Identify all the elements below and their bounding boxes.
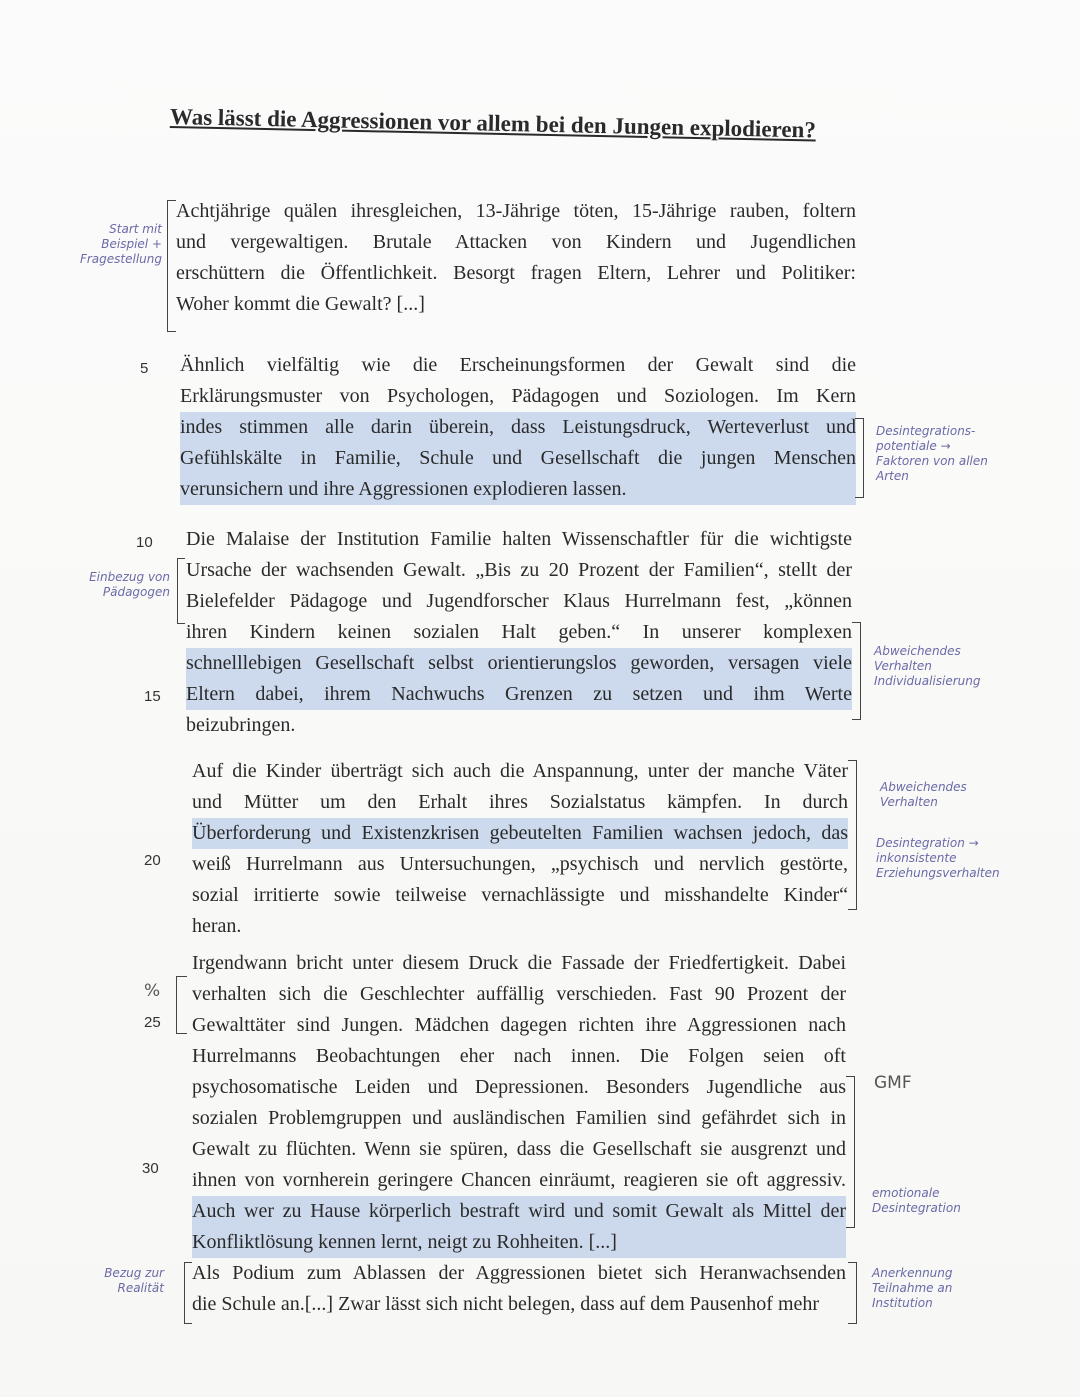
text-line: Irgendwann bricht unter diesem Druck die Fassade der Friedfertigkeit. Dabei: [192, 952, 846, 974]
bracket-mark: [177, 558, 185, 624]
page-title: Was lässt die Aggressionen vor allem bei den Jungen explodieren?: [169, 104, 817, 143]
line-number: 30: [142, 1160, 159, 1177]
paragraph-2: [180, 350, 856, 505]
text-line: Ursache der wachsenden Gewalt. „Bis zu 20 Prozent der Familien“, stellt der: [186, 559, 852, 581]
text-line: psychosomatische Leiden und Depressionen. Besonders Jugendliche aus: [192, 1076, 846, 1098]
highlighted-text-line: Auch wer zu Hause körperlich bestraft wird und somit Gewalt als Mittel der: [192, 1196, 846, 1227]
paragraph-1: [176, 196, 856, 320]
text-line: heran.: [192, 915, 242, 937]
text-line: ihren Kindern keinen sozialen Halt geben.“ In unserer komplexen: [186, 621, 852, 643]
text-line: Erklärungsmuster von Psychologen, Pädagogen und Soziologen. Im Kern: [180, 385, 856, 407]
text-line: beizubringen.: [186, 714, 296, 736]
text-line: Auf die Kinder überträgt sich auch die Anspannung, unter der manche Väter: [192, 760, 848, 782]
text-line: Die Malaise der Institution Familie halten Wissenschaftler für die wichtigste: [186, 528, 852, 550]
text-line: Hurrelmanns Beobachtungen eher nach innen. Die Folgen seien oft: [192, 1045, 846, 1067]
line-number: 15: [144, 688, 161, 705]
text-line: und Mütter um den Erhalt ihres Sozialstatus kämpfen. In durch: [192, 791, 848, 813]
highlighted-text-line: Eltern dabei, ihrem Nachwuchs Grenzen zu setzen und ihm Werte: [186, 679, 852, 710]
margin-note-abweichend-1: Abweichendes Verhalten Individualisierung: [874, 644, 981, 688]
paragraph-6: [192, 1258, 846, 1320]
margin-note-einbezug: Einbezug von Pädagogen: [89, 570, 170, 599]
bracket-mark: [846, 1076, 855, 1228]
text-line: Achtjährige quälen ihresgleichen, 13-Jährige töten, 15-Jährige rauben, foltern: [176, 200, 856, 222]
line-number: 5: [140, 360, 149, 377]
text-line: Gewalttäter sind Jungen. Mädchen dagegen richten ihre Aggressionen nach: [192, 1014, 846, 1036]
text-line: Als Podium zum Ablassen der Aggressionen bietet sich Heranwachsenden: [192, 1262, 846, 1284]
line-number: 20: [144, 852, 161, 869]
bracket-mark: [855, 418, 864, 498]
highlighted-text-line: Überforderung und Existenzkrisen gebeutelten Familien wachsen jedoch, das: [192, 818, 848, 849]
text-line: ihnen von vornherein geringere Chancen einräumt, reagieren sie oft aggressiv.: [192, 1169, 846, 1191]
text-line: Ähnlich vielfältig wie die Erscheinungsformen der Gewalt sind die: [180, 354, 856, 376]
bracket-mark: [176, 976, 187, 1034]
line-number: 10: [136, 534, 153, 551]
highlighted-text-line: Gefühlskälte in Familie, Schule und Gesellschaft die jungen Menschen: [180, 443, 856, 474]
highlighted-text-line: schnelllebigen Gesellschaft selbst orientierungslos geworden, versagen viele: [186, 648, 852, 679]
text-line: weiß Hurrelmann aus Untersuchungen, „psychisch und nervlich gestörte,: [192, 853, 848, 875]
bracket-mark: [184, 1262, 192, 1324]
text-line: Woher kommt die Gewalt? [...]: [176, 293, 425, 315]
paragraph-4: [192, 756, 848, 942]
bracket-mark: [848, 1262, 857, 1324]
paragraph-3: [186, 524, 852, 741]
margin-note-emotional: emotionale Desintegration: [872, 1186, 961, 1215]
margin-note-desintegration: Desintegrations-potentiale → Faktoren von allen Arten: [876, 424, 988, 483]
margin-note-percent: %: [144, 981, 161, 1001]
text-line: Gewalt zu flüchten. Wenn sie spüren, dass die Gesellschaft sie ausgrenzt und: [192, 1138, 846, 1160]
paragraph-5: [192, 948, 846, 1258]
text-line: die Schule an.[...] Zwar lässt sich nicht belegen, dass auf dem Pausenhof mehr: [192, 1293, 820, 1315]
text-line: sozialen Problemgruppen und ausländischen Familien sind gefährdet sich in: [192, 1107, 846, 1129]
line-number: 25: [144, 1014, 161, 1031]
margin-note-anerkennung: Anerkennung Teilnahme an Institution: [872, 1266, 953, 1310]
bracket-mark: [852, 622, 861, 720]
text-line: sozial irritierte sowie teilweise vernachlässigte und misshandelte Kinder“: [192, 884, 848, 906]
bracket-mark: [848, 760, 857, 910]
bracket-mark: [167, 200, 176, 332]
margin-note-bezug: Bezug zur Realität: [104, 1266, 164, 1295]
margin-note-abweichend-2: Abweichendes Verhalten: [880, 780, 967, 809]
highlighted-text-line: verunsichern und ihre Aggressionen explodieren lassen.: [180, 474, 856, 505]
margin-note-inkonsistenz: Desintegration → inkonsistente Erziehungsverhalten: [876, 836, 1000, 880]
text-line: verhalten sich die Geschlechter auffällig verschieden. Fast 90 Prozent der: [192, 983, 846, 1005]
text-line: Bielefelder Pädagoge und Jugendforscher Klaus Hurrelmann fest, „können: [186, 590, 852, 612]
margin-note-gmf: GMF: [874, 1073, 912, 1093]
highlighted-text-line: indes stimmen alle darin überein, dass Leistungsdruck, Werteverlust und: [180, 412, 856, 443]
margin-note-start: Start mit Beispiel + Fragestellung: [79, 222, 162, 266]
text-line: und vergewaltigen. Brutale Attacken von Kindern und Jugendlichen: [176, 231, 856, 253]
text-line: erschüttern die Öffentlichkeit. Besorgt fragen Eltern, Lehrer und Politiker:: [176, 262, 856, 284]
highlighted-text-line: Konfliktlösung kennen lernt, neigt zu Rohheiten. [...]: [192, 1227, 846, 1258]
